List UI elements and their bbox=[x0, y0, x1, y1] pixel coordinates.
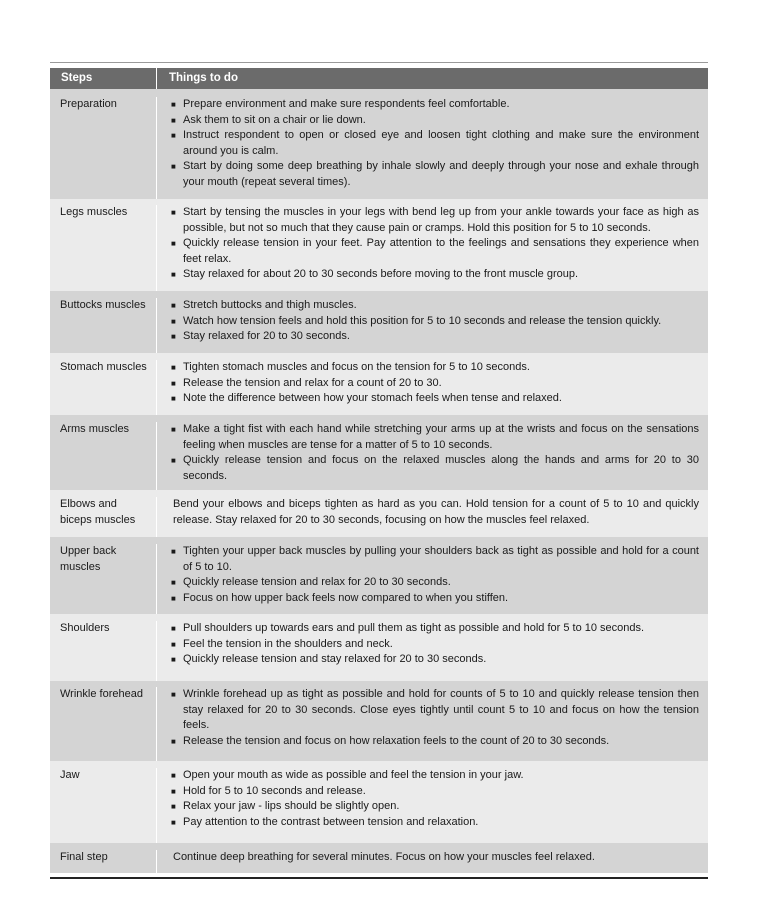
things-to-do bbox=[157, 422, 708, 490]
step-name: Final step bbox=[50, 850, 157, 873]
table-row bbox=[50, 291, 708, 353]
things-to-do bbox=[157, 687, 708, 761]
instruction-item: ■ Relax your jaw - lips should be slightly open. bbox=[171, 799, 699, 815]
instruction-text: Continue deep breathing for several minutes. Focus on how your muscles feel relaxed. bbox=[173, 851, 595, 863]
table-header bbox=[50, 68, 708, 89]
step-name: Jaw bbox=[50, 768, 157, 843]
things-to-do bbox=[157, 360, 708, 415]
table-row bbox=[50, 490, 708, 537]
instruction-item: ■ Release the tension and focus on how relaxation feels to the count of 20 to 30 seconds. bbox=[171, 734, 699, 750]
instruction-item: ■ Pull shoulders up towards ears and pull them as tight as possible and hold for 5 to 10 seconds. bbox=[171, 621, 699, 637]
instruction-list bbox=[171, 298, 699, 345]
instruction-item: ■ Watch how tension feels and hold this position for 5 to 10 seconds and release the tension quickly. bbox=[171, 314, 699, 330]
step-name: Shoulders bbox=[50, 621, 157, 681]
table-row bbox=[50, 681, 708, 761]
instruction-item: ■ Focus on how upper back feels now compared to when you stiffen. bbox=[171, 591, 699, 607]
instruction-list bbox=[171, 768, 699, 830]
instruction-text: Bend your elbows and biceps tighten as hard as you can. Hold tension for a count of 5 to 10 and quickly release. Stay relaxed for 20 to 30 seconds, focusing on how the muscles feel relaxed. bbox=[173, 498, 699, 526]
instruction-item: ■ Open your mouth as wide as possible and feel the tension in your jaw. bbox=[171, 768, 699, 784]
step-name: Arms muscles bbox=[50, 422, 157, 490]
instruction-list bbox=[171, 422, 699, 484]
step-name: Legs muscles bbox=[50, 205, 157, 291]
top-rule bbox=[50, 62, 708, 63]
things-to-do bbox=[157, 205, 708, 291]
things-to-do bbox=[157, 850, 708, 873]
instruction-item: ■ Quickly release tension and relax for 20 to 30 seconds. bbox=[171, 575, 699, 591]
instruction-item: ■ Ask them to sit on a chair or lie down. bbox=[171, 113, 699, 129]
instruction-item: ■ Quickly release tension and focus on the relaxed muscles along the hands and arms for 20 to 30 seconds. bbox=[171, 453, 699, 484]
header-steps: Steps bbox=[50, 68, 157, 89]
things-to-do bbox=[157, 544, 708, 614]
things-to-do bbox=[157, 97, 708, 199]
instruction-list bbox=[171, 687, 699, 749]
instruction-list bbox=[171, 97, 699, 190]
instruction-item: ■ Note the difference between how your stomach feels when tense and relaxed. bbox=[171, 391, 699, 407]
header-things-to-do: Things to do bbox=[169, 72, 238, 84]
step-name: Elbows and biceps muscles bbox=[50, 497, 157, 537]
table-row bbox=[50, 199, 708, 291]
table-row bbox=[50, 614, 708, 681]
table-body bbox=[50, 89, 708, 873]
table-row bbox=[50, 761, 708, 843]
step-name: Preparation bbox=[50, 97, 157, 199]
instruction-item: ■ Quickly release tension in your feet. Pay attention to the feelings and sensations they experience when feet relax. bbox=[171, 236, 699, 267]
things-to-do bbox=[157, 497, 708, 537]
things-to-do bbox=[157, 768, 708, 843]
step-name: Wrinkle forehead bbox=[50, 687, 157, 761]
table-row bbox=[50, 537, 708, 614]
instruction-item: ■ Pay attention to the contrast between tension and relaxation. bbox=[171, 815, 699, 831]
relaxation-steps-table bbox=[50, 68, 708, 873]
table-row bbox=[50, 843, 708, 873]
step-name: Stomach muscles bbox=[50, 360, 157, 415]
step-name: Buttocks muscles bbox=[50, 298, 157, 353]
instruction-list bbox=[171, 360, 699, 407]
instruction-item: ■ Instruct respondent to open or closed eye and loosen tight clothing and make sure the environment around you is calm. bbox=[171, 128, 699, 159]
instruction-list bbox=[171, 544, 699, 606]
instruction-item: ■ Release the tension and relax for a count of 20 to 30. bbox=[171, 376, 699, 392]
things-to-do bbox=[157, 621, 708, 681]
instruction-list bbox=[171, 621, 699, 668]
instruction-item: ■ Hold for 5 to 10 seconds and release. bbox=[171, 784, 699, 800]
instruction-item: ■ Wrinkle forehead up as tight as possible and hold for counts of 5 to 10 and quickly release tension then stay relaxed for 20 to 30 seconds. Close eyes tightly until count 5 to 10 and focus on how the tension feels. bbox=[171, 687, 699, 734]
instruction-item: ■ Prepare environment and make sure respondents feel comfortable. bbox=[171, 97, 699, 113]
instruction-item: ■ Quickly release tension and stay relaxed for 20 to 30 seconds. bbox=[171, 652, 699, 668]
instruction-item: ■ Stay relaxed for about 20 to 30 seconds before moving to the front muscle group. bbox=[171, 267, 699, 283]
bottom-rule bbox=[50, 877, 708, 879]
instruction-item: ■ Tighten your upper back muscles by pulling your shoulders back as tight as possible and hold for a count of 5 to 10. bbox=[171, 544, 699, 575]
instruction-list bbox=[171, 205, 699, 283]
things-to-do bbox=[157, 298, 708, 353]
step-name: Upper back muscles bbox=[50, 544, 157, 614]
instruction-item: ■ Stretch buttocks and thigh muscles. bbox=[171, 298, 699, 314]
table-row bbox=[50, 415, 708, 490]
table-row bbox=[50, 89, 708, 199]
table-row bbox=[50, 353, 708, 415]
instruction-item: ■ Feel the tension in the shoulders and neck. bbox=[171, 637, 699, 653]
instruction-item: ■ Make a tight fist with each hand while stretching your arms up at the wrists and focus on the sensations feeling when muscles are tense for a matter of 5 to 10 seconds. bbox=[171, 422, 699, 453]
instruction-item: ■ Stay relaxed for 20 to 30 seconds. bbox=[171, 329, 699, 345]
instruction-item: ■ Tighten stomach muscles and focus on the tension for 5 to 10 seconds. bbox=[171, 360, 699, 376]
instruction-item: ■ Start by tensing the muscles in your legs with bend leg up from your ankle towards your face as high as possible, but not so much that they cause pain or cramps. Hold this position for 5 to 10 seconds. bbox=[171, 205, 699, 236]
instruction-item: ■ Start by doing some deep breathing by inhale slowly and deeply through your nose and exhale through your mouth (repeat several times). bbox=[171, 159, 699, 190]
